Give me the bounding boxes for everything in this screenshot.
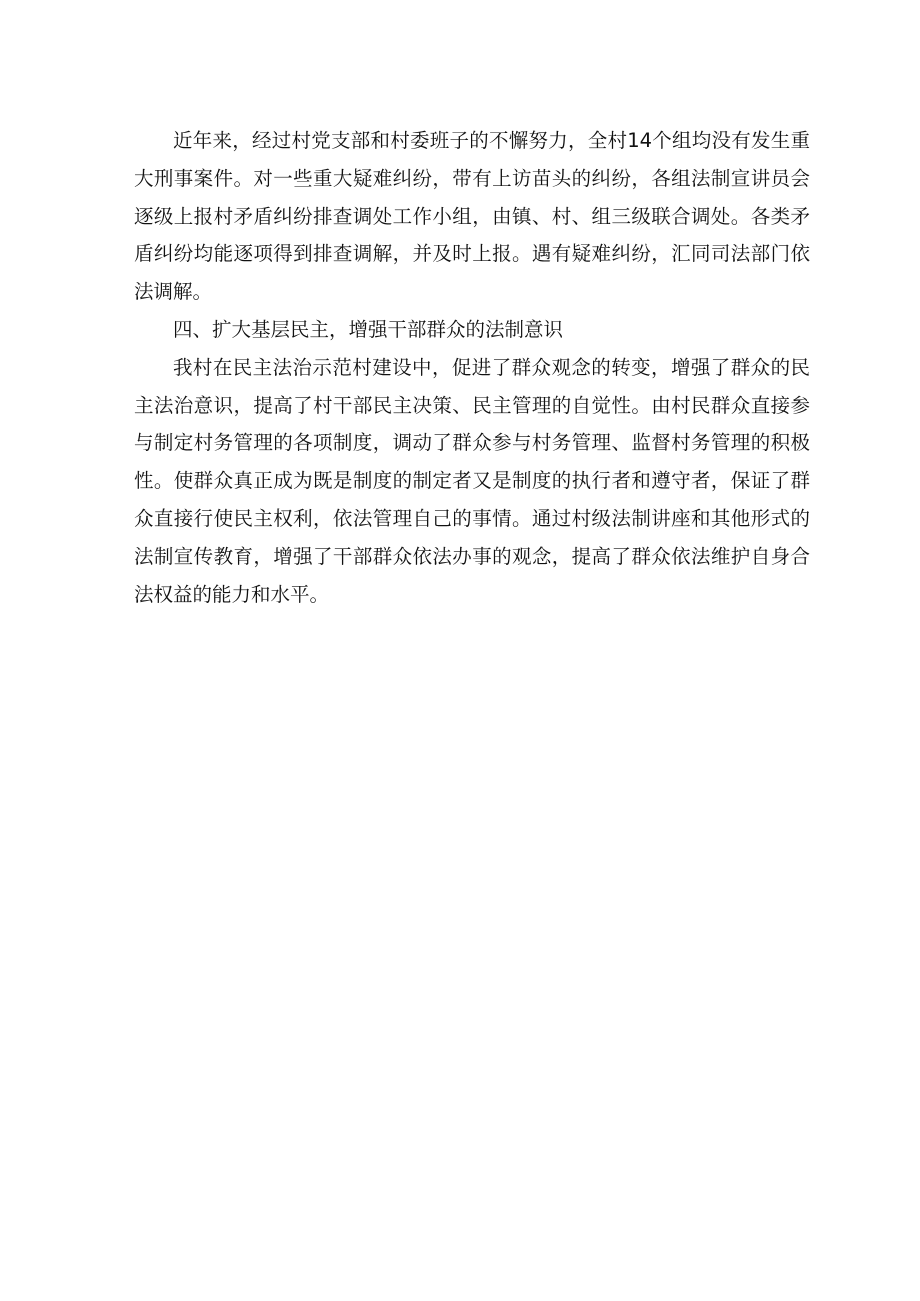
- section-heading-4: 四、扩大基层民主，增强干部群众的法制意识: [173, 317, 564, 341]
- paragraph-democracy-awareness: 我村在民主法治示范村建设中，促进了群众观念的转变，增强了群众的民主法治意识，提高了村干部民主决策、民主管理的自觉性。由村民群众直接参与制定村务管理的各项制度，调动了群众参与村务管理、监督村务管理的积极性。使群众真正成为既是制度的制定者又是制度的执行者和遵守者，保证了群众直接行使民主权利，依法管理自己的事情。通过村级法制讲座和其他形式的法制宣传教育，增强了干部群众依法办事的观念，提高了群众依法维护自身合法权益的能力和水平。: [134, 355, 810, 606]
- document-body: [134, 122, 810, 613]
- paragraph-dispute-mediation: 近年来，经过村党支部和村委班子的不懈努力，全村14个组均没有发生重大刑事案件。对一些重大疑难纠纷，带有上访苗头的纠纷，各组法制宣讲员会逐级上报村矛盾纠纷排查调处工作小组，由镇、村、组三级联合调处。各类矛盾纠纷均能逐项得到排查调解，并及时上报。遇有疑难纠纷，汇同司法部门依法调解。: [134, 129, 810, 304]
